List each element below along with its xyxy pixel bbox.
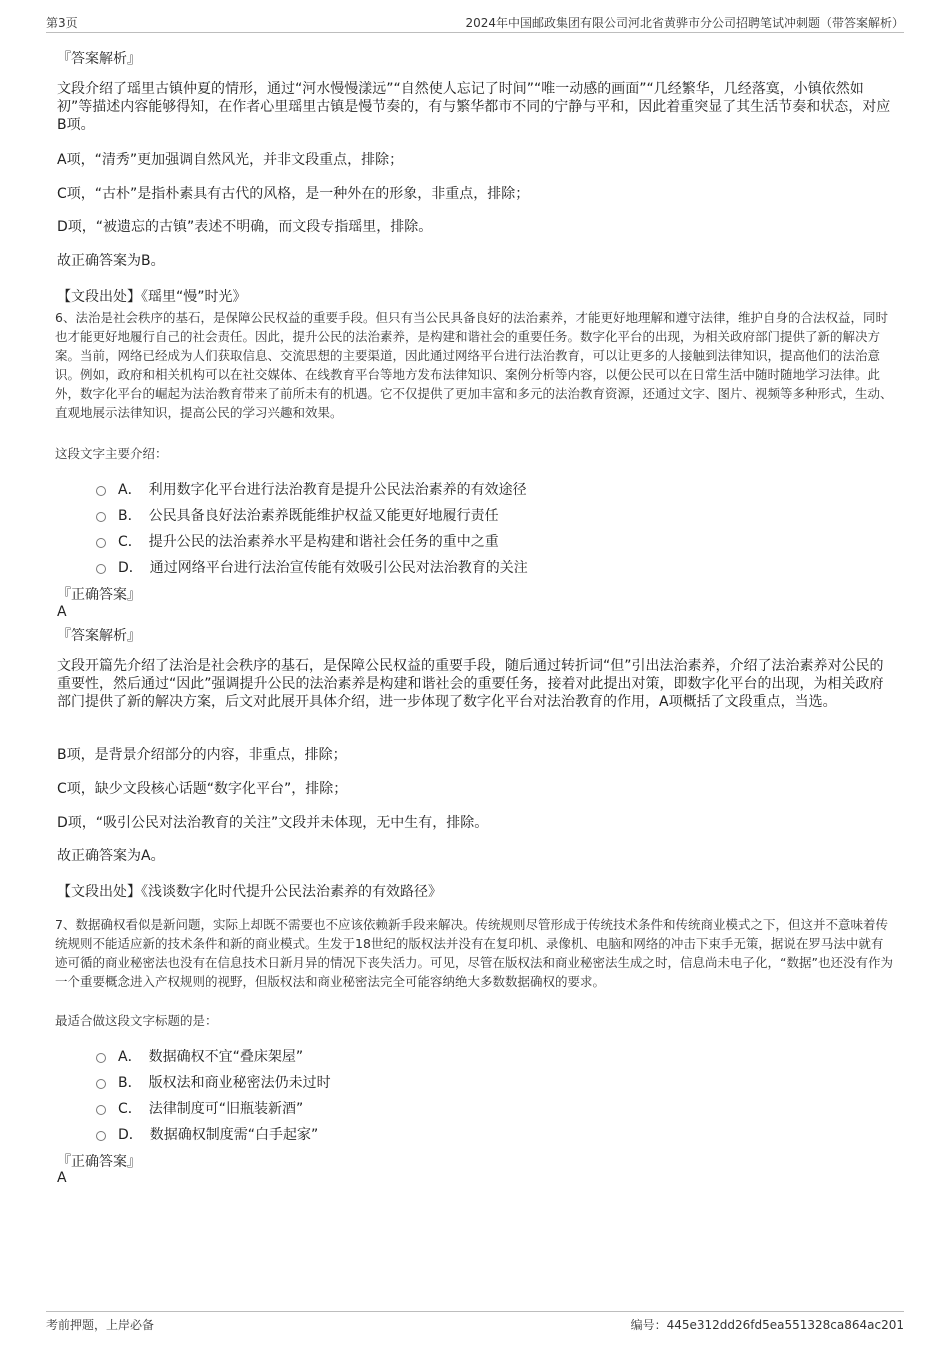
q6-answer-label: 『正确答案』	[57, 587, 141, 603]
q7-prompt: 最适合做这段文字标题的是：	[55, 1013, 218, 1028]
q7-option-a[interactable]	[96, 1046, 303, 1066]
q6-option-b-note: B项，是背景介绍部分的内容，非重点，排除；	[57, 747, 347, 763]
q6-option-d-note: D项，“吸引公民对法治教育的关注”文段并未体现，无中生有，排除。	[57, 815, 489, 831]
q5-analysis-label: 『答案解析』	[57, 51, 141, 67]
q7-option-c[interactable]	[96, 1098, 303, 1118]
q5-option-c-note: C项，“古朴”是指朴素具有古代的风格，是一种外在的形象，非重点，排除；	[57, 186, 530, 202]
q6-source: 【文段出处】《浅谈数字化时代提升公民法治素养的有效路径》	[57, 884, 442, 900]
q7-option-a-label: A． 数据确权不宜“叠床架屋”	[118, 1049, 304, 1065]
q6-option-d[interactable]	[96, 557, 528, 577]
q5-option-d-note: D项，“被遗忘的古镇”表述不明确，而文段专指瑶里，排除。	[57, 219, 433, 235]
page-header	[46, 14, 904, 33]
q7-answer: A	[57, 1170, 67, 1186]
radio-icon[interactable]	[96, 1105, 106, 1115]
q6-option-d-label: D． 通过网络平台进行法治宣传能有效吸引公民对法治教育的关注	[118, 560, 528, 576]
footer-slogan: 考前押题，上岸必备	[46, 1318, 155, 1332]
q6-option-b[interactable]	[96, 505, 499, 525]
radio-icon[interactable]	[96, 1131, 106, 1141]
q6-question-text: 6、法治是社会秩序的基石，是保障公民权益的重要手段。但只有当公民具备良好的法治素养，才能更好地理解和遵守法律，维护自身的合法权益，同时也才能更好地履行自己的社会责任。因此，提升公民的法治素养，是构建和谐社会的重要任务。数字化平台的出现，为相关政府部门提供了新的解决方案。当前，网络已经成为人们获取信息、交流思想的主要渠道，因此通过网络平台进行法治教育，可以让更多的人接触到法律知识，提高他们的法治意识。例如，政府和相关机构可以在社交媒体、在线教育平台等地方发布法律知识、案例分析等内容，以便公民可以在日常生活中随时随地学习法律。此外，数字化平台的崛起为法治教育带来了前所未有的机遇。它不仅提供了更加丰富和多元的法治教育资源，还通过文字、图片、视频等多种形式，生动、直观地展示法律知识，提高公民的学习兴趣和效果。	[55, 310, 893, 420]
radio-icon[interactable]	[96, 538, 106, 548]
q7-answer-label: 『正确答案』	[57, 1154, 141, 1170]
q6-conclusion: 故正确答案为A。	[57, 848, 165, 864]
q6-analysis: 文段开篇先介绍了法治是社会秩序的基石，是保障公民权益的重要手段，随后通过转折词“但”引出法治素养，介绍了法治素养对公民的重要性，然后通过“因此”强调提升公民的法治素养是构建和谐社会的重要任务，接着对此提出对策，即数字化平台的出现，为相关政府部门提供了新的解决方案，后文对此展开具体介绍，进一步体现了数字化平台对法治教育的作用，A项概括了文段重点，当选。	[57, 658, 884, 710]
radio-icon[interactable]	[96, 564, 106, 574]
radio-icon[interactable]	[96, 512, 106, 522]
q6-prompt: 这段文字主要介绍：	[55, 446, 168, 461]
q5-analysis: 文段介绍了瑶里古镇仲夏的情形，通过“河水慢慢漾远”“自然使人忘记了时间”“唯一动感的画面”“几经繁华，几经落寞，小镇依然如初”等描述内容能够得知，在作者心里瑶里古镇是慢节奏的，有与繁华都市不同的宁静与平和，因此着重突显了其生活节奏和状态，对应B项。	[57, 81, 891, 133]
q6-option-c[interactable]	[96, 531, 499, 551]
q6-option-a-label: A． 利用数字化平台进行法治教育是提升公民法治素养的有效途径	[118, 482, 527, 498]
radio-icon[interactable]	[96, 486, 106, 496]
q7-question-text: 7、数据确权看似是新问题，实际上却既不需要也不应该依赖新手段来解决。传统规则尽管形成于传统技术条件和传统商业模式之下，但这并不意味着传统规则不能适应新的技术条件和新的商业模式。生发于18世纪的版权法并没有在复印机、录像机、电脑和网络的冲击下束手无策，据说在罗马法中就有迹可循的商业秘密法也没有在信息技术日新月异的情况下丧失活力。可见，尽管在版权法和商业秘密法生成之时，信息尚未电子化，“数据”也还没有作为一个重要概念进入产权规则的视野，但版权法和商业秘密法完全可能容纳绝大多数数据确权的要求。	[55, 917, 893, 989]
q6-option-a[interactable]	[96, 479, 527, 499]
q7-option-d[interactable]	[96, 1124, 318, 1144]
q7-option-b[interactable]	[96, 1072, 331, 1092]
q6-option-c-note: C项，缺少文段核心话题“数字化平台”，排除；	[57, 781, 348, 797]
q7-option-b-label: B． 版权法和商业秘密法仍未过时	[118, 1075, 331, 1091]
page-footer	[46, 1311, 904, 1334]
q6-analysis-label: 『答案解析』	[57, 628, 141, 644]
q5-source: 【文段出处】《瑶里“慢”时光》	[57, 289, 247, 305]
q6-option-c-label: C． 提升公民的法治素养水平是构建和谐社会任务的重中之重	[118, 534, 499, 550]
q7-option-d-label: D． 数据确权制度需“白手起家”	[118, 1127, 319, 1143]
q6-option-b-label: B． 公民具备良好法治素养既能维护权益又能更好地履行责任	[118, 508, 499, 524]
q5-conclusion: 故正确答案为B。	[57, 253, 165, 269]
radio-icon[interactable]	[96, 1053, 106, 1063]
page-number: 第3页	[46, 16, 78, 30]
document-code: 编号：445e312dd26fd5ea551328ca864ac201	[630, 1318, 904, 1332]
q7-option-c-label: C． 法律制度可“旧瓶装新酒”	[118, 1101, 304, 1117]
radio-icon[interactable]	[96, 1079, 106, 1089]
q6-answer: A	[57, 604, 67, 620]
q5-option-a-note: A项，“清秀”更加强调自然风光，并非文段重点，排除；	[57, 152, 404, 168]
document-title: 2024年中国邮政集团有限公司河北省黄骅市分公司招聘笔试冲刺题（带答案解析）	[465, 16, 904, 30]
